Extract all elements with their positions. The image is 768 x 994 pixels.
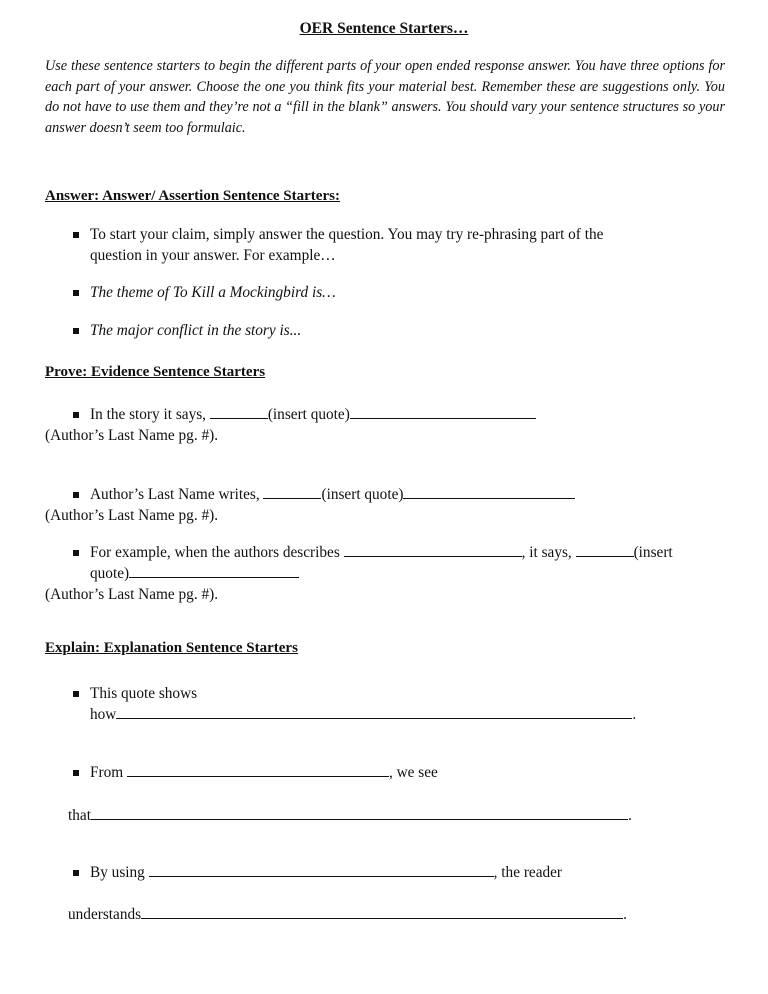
prove-item-3-text: For example, when the authors describes: [90, 544, 344, 561]
prove-item-1-text: In the story it says,: [90, 406, 210, 423]
blank-line: [344, 555, 522, 557]
bullet-icon: [73, 691, 79, 697]
prove-heading: Prove: Evidence Sentence Starters: [45, 364, 266, 380]
blank-line: [403, 497, 575, 499]
explain-item-3-line1: [90, 862, 562, 883]
bullet-icon: [73, 550, 79, 556]
blank-line: [91, 818, 628, 820]
answer-item-2: The theme of To Kill a Mockingbird is…: [90, 284, 336, 301]
prove-item-2-citation: (Author’s Last Name pg. #).: [45, 507, 219, 524]
page-title: OER Sentence Starters…: [299, 20, 469, 37]
period: .: [623, 906, 627, 923]
answer-item-1-line1: To start your claim, simply answer the question. You may try re-phrasing part of the: [90, 226, 604, 243]
bullet-icon: [73, 412, 79, 418]
blank-line: [129, 576, 299, 578]
prove-item-2: [90, 484, 575, 505]
bullet-icon: [73, 870, 79, 876]
prove-item-3-quote: quote): [90, 565, 130, 582]
answer-item-3: The major conflict in the story is...: [90, 322, 302, 339]
bullet-icon: [73, 290, 79, 296]
explain-item-2-from: From: [90, 764, 127, 781]
bullet-icon: [73, 770, 79, 776]
blank-line: [141, 917, 623, 919]
prove-item-1-citation: (Author’s Last Name pg. #).: [45, 427, 219, 444]
bullet-icon: [73, 328, 79, 334]
blank-line: [350, 417, 536, 419]
prove-item-2-text: Author’s Last Name writes,: [90, 486, 264, 503]
prove-item-3-line2: [90, 563, 299, 584]
prove-item-3-says: , it says,: [521, 544, 576, 561]
explain-heading: Explain: Explanation Sentence Starters: [45, 640, 298, 656]
blank-line: [576, 555, 634, 557]
period: .: [632, 706, 637, 723]
period: .: [627, 807, 632, 824]
explain-item-3-line2: [68, 904, 627, 925]
explain-item-3-by: By using: [90, 864, 149, 881]
intro-paragraph: Use these sentence starters to begin the different parts of your open ended response answer. You have three options for each part of your answer. Choose the one you think fits your material best. Remember these are suggestions only. You do not have to use them and they’re not a “fill in the blank” answers. You should vary your sentence structures so your answer doesn’t seem too formulaic.: [45, 58, 725, 136]
prove-item-1: [90, 404, 536, 425]
prove-item-3-insert: (insert: [633, 544, 673, 561]
explain-item-1-how: how: [90, 706, 117, 723]
answer-heading: Answer: Answer/ Assertion Sentence Starters:: [45, 188, 340, 204]
prove-item-3: [90, 542, 673, 563]
explain-item-2-see: , we see: [388, 764, 438, 781]
explain-item-2-that: that: [68, 807, 91, 824]
prove-item-2-insert: (insert quote): [321, 486, 404, 503]
explain-item-2-line2: [68, 805, 632, 826]
prove-item-1-insert: (insert quote): [267, 406, 350, 423]
blank-line: [210, 417, 268, 419]
bullet-icon: [73, 232, 79, 238]
bullet-icon: [73, 492, 79, 498]
explain-item-3-reader: , the reader: [493, 864, 563, 881]
prove-item-3-citation: (Author’s Last Name pg. #).: [45, 586, 219, 603]
blank-line: [149, 875, 494, 877]
blank-line: [116, 717, 632, 719]
explain-item-3-understands: understands: [68, 906, 142, 923]
explain-item-1-line1: This quote shows: [90, 685, 198, 702]
blank-line: [127, 775, 389, 777]
answer-item-1-line2: question in your answer. For example…: [90, 247, 336, 264]
blank-line: [263, 497, 321, 499]
explain-item-2-line1: [90, 762, 438, 783]
explain-item-1-line2: [90, 704, 636, 725]
